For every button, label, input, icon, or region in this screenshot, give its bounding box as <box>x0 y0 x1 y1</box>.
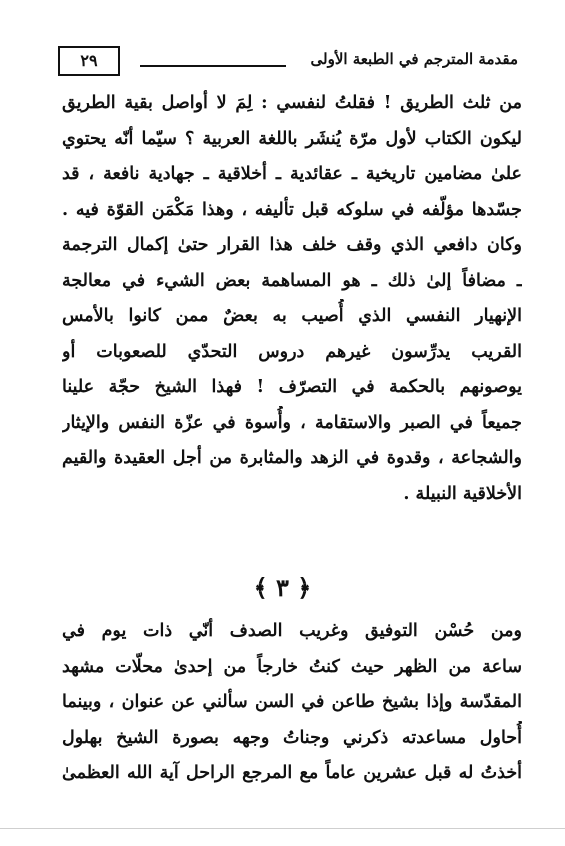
text-line: والشجاعة ، وقدوة في الزهد والمثابرة من أجل العقيدة والقيم <box>62 448 522 468</box>
text-line: علىٰ مضامين تاريخية ـ عقائدية ـ أخلاقية ـ جهادية نافعة ، قد <box>62 164 522 184</box>
text-line: ومن حُسْن التوفيق وغريب الصدف أنّي ذات يوم في <box>62 621 522 641</box>
text-line: المقدّسة وإذا بشيخ طاعن في السن سألني عن عنوان ، وبينما <box>62 692 522 712</box>
paragraph-1 <box>62 86 522 512</box>
bottom-edge-rule <box>0 828 565 829</box>
text-line: يوصونهم بالحكمة في التصرّف ! فهذا الشيخ حجّة علينا <box>62 377 522 397</box>
text-line: الأخلاقية النبيلة . <box>403 483 522 504</box>
page-header <box>58 46 518 80</box>
text-line: أخذتُ له قبل عشرين عاماً مع المرجع الراحل آية الله العظمىٰ <box>62 763 522 783</box>
text-line: جسّدها مؤلّفه في سلوكه قبل تأليفه ، وهذا مَكْمَن القوّة فيه . <box>62 199 522 220</box>
text-line: القريب يدرِّسون غيرهم دروس التحدّي للصعوبات أو <box>62 341 522 362</box>
text-line: وكان دافعي الذي وقف خلف هذا القرار حتىٰ إكمال الترجمة <box>62 235 522 255</box>
text-line: من ثلث الطريق ! فقلتُ لنفسي : لِمَ لا أواصل بقية الطريق <box>62 93 522 113</box>
text-line: ـ مضافاً إلىٰ ذلك ـ هو المساهمة بعض الشيء في معالجة <box>62 270 522 291</box>
text-line: ليكون الكتاب لأول مرّة يُنشَر باللغة العربية ؟ سيّما أنّه يحتوي <box>62 128 522 149</box>
text-line: ساعة من الظهر حيث كنتُ خارجاً من إحدىٰ محلّات مشهد <box>62 656 522 677</box>
text-line: جميعاً في الصبر والاستقامة ، وأُسوة في عزّة النفس والإيثار <box>62 412 522 433</box>
text-line: أُحاول مساعدته ذكرني وجناتُ وجهه بصورة الشيخ بهلول <box>62 727 522 748</box>
page-number-box: ٢٩ <box>58 46 120 76</box>
text-line: الإنهيار النفسي الذي أُصيب به بعضٌ ممن كانوا بالأمس <box>62 306 522 326</box>
header-rule <box>140 65 286 67</box>
running-header-title: مقدمة المترجم في الطبعة الأولى <box>310 50 518 68</box>
section-number-marker: ﴿ ٣ ﴾ <box>253 573 312 602</box>
paragraph-2 <box>62 614 522 792</box>
